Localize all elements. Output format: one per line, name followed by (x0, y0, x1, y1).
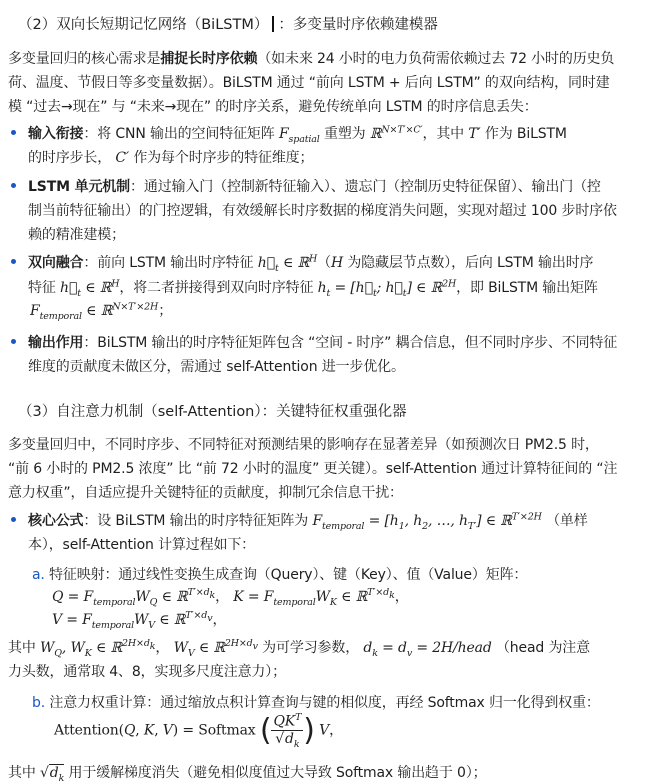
section-2-heading: （2）双向长短期记忆网络（BiLSTM） ：多变量时序依赖建模器 (18, 17, 438, 33)
bullet-dot (11, 339, 16, 344)
bullet-input-line-1: 输入衔接：将 CNN 输出的空间特征矩阵 $F_{spatial}$ 重塑为 ℝ$^{N\times T'\times C'}$，其中 T′ 作为 BiLSTM (28, 124, 567, 145)
formula-qk: $Q = F_{temporal}W_Q$ ∈ ℝ$^{T'\times d_k}$， $K = F_{temporal}W_K$ ∈ ℝ$^{T'\times d_k}$， (52, 587, 409, 608)
bullet-lstm-line-2: 制当前特征输出）的门控逻辑，有效缓解长时序数据的梯度消失问题，实现对超过 100 步时序依 (28, 203, 617, 219)
where-sqrt-line: 其中 $√d_k$ 用于缓解梯度消失（避免相似度值过大导致 Softmax 输出趋于 0）； (8, 765, 487, 784)
where-params-line-2: 力头数，通常取 4、8，实现多尺度注意力）； (8, 664, 286, 680)
bullet-dot (11, 259, 16, 264)
bullet-dot (11, 130, 16, 135)
bullet-output-line-1: 输出作用：BiLSTM 输出的时序特征矩阵包含 “空间 - 时序” 耦合信息，但不同时序步、不同特征 (28, 335, 618, 351)
bullet-output-line-2: 维度的贡献度未做区分，需通过 self-Attention 进一步优化。 (28, 359, 405, 375)
bullet-bidir-line-3: $F_{temporal}$ ∈ ℝ$^{N\times T'\times 2H}$； (30, 301, 173, 322)
bullet-dot (11, 183, 16, 188)
section-3-heading: （3）自注意力机制（self-Attention）：关键特征权重强化器 (18, 404, 407, 420)
formula-bullet-line-1: 核心公式：设 BiLSTM 输出的时序特征矩阵为 $F_{temporal} = [h_1$, $h_2$, …, $h_{T'}$] ∈ ℝ$^{T'\times 2H}$ （单样 (28, 511, 588, 532)
formula-v: $V = F_{temporal}W_V$ ∈ ℝ$^{T'\times d_v}$， (52, 610, 227, 631)
formula-bullet-line-2: 本），self-Attention 计算过程如下： (28, 537, 256, 553)
bullet-bidir-line-1: 双向融合：前向 LSTM 输出时序特征 $h⃗_t$ ∈ ℝ$^H$（H 为隐藏层节点数），后向 LSTM 输出时序 (28, 253, 594, 274)
bullet-bidir-line-2: 特征 $h⃖_t$ ∈ ℝ$^H$，将二者拼接得到双向时序特征 $h_t$ = [$h⃗_t$; $h⃖_t$] ∈ ℝ$^{2H}$，即 BiLSTM 输出矩阵 (28, 278, 598, 299)
s3-intro-line-2: “前 6 小时的 PM2.5 浓度” 比 “前 72 小时的温度” 更关键）。self-Attention 通过计算特征间的 “注 (8, 461, 618, 477)
bullet-dot (11, 517, 16, 522)
s3-intro-line-1: 多变量回归中，不同时序步、不同特征对预测结果的影响存在显著差异（如预测次日 PM2.5 时， (8, 437, 599, 453)
step-a-line: a. 特征映射：通过线性变换生成查询（Query）、键（Key）、值（Value）矩阵： (32, 567, 528, 583)
bullet-lstm-line-3: 赖的精准建模； (28, 227, 125, 243)
bullet-input-line-2: 的时序步长， C′ 作为每个时序步的特征维度； (28, 150, 314, 166)
s2-intro-line-3: 模 “过去→现在” 与 “未来→现在” 的时序关系，避免传统单向 LSTM 的时序信息丢失： (8, 99, 538, 115)
text-cursor (272, 16, 274, 32)
bullet-lstm-line-1: LSTM 单元机制：通过输入门（控制新特征输入）、遗忘门（控制历史特征保留）、输出门（控 (28, 179, 601, 195)
s3-intro-line-3: 意力权重”，自适应提升关键特征的贡献度，抑制冗余信息干扰： (8, 485, 403, 501)
where-params-line-1: 其中 $W_Q$, $W_K$ ∈ ℝ$^{2H\times d_k}$， $W_V$ ∈ ℝ$^{2H\times d_v}$ 为可学习参数， $d_k = d_v$ = 2H/head （head 为注意 (8, 638, 591, 659)
s2-intro-line-2: 荷、温度、节假日等多变量数据）。BiLSTM 通过 “前向 LSTM + 后向 LSTM” 的双向结构，同时建 (8, 75, 610, 91)
step-b-line: b. 注意力权重计算：通过缩放点积计算查询与键的相似度，再经 Softmax 归一化得到权重： (32, 695, 600, 711)
formula-attention: Attention(Q, K, V) = Softmax ( $\frac{QK^T}{√d_k}$ ) V， (54, 712, 343, 750)
s2-intro-line-1: 多变量回归的核心需求是捕捉长时序依赖（如未来 24 小时的电力负荷需依赖过去 72 小时的历史负 (8, 51, 615, 67)
